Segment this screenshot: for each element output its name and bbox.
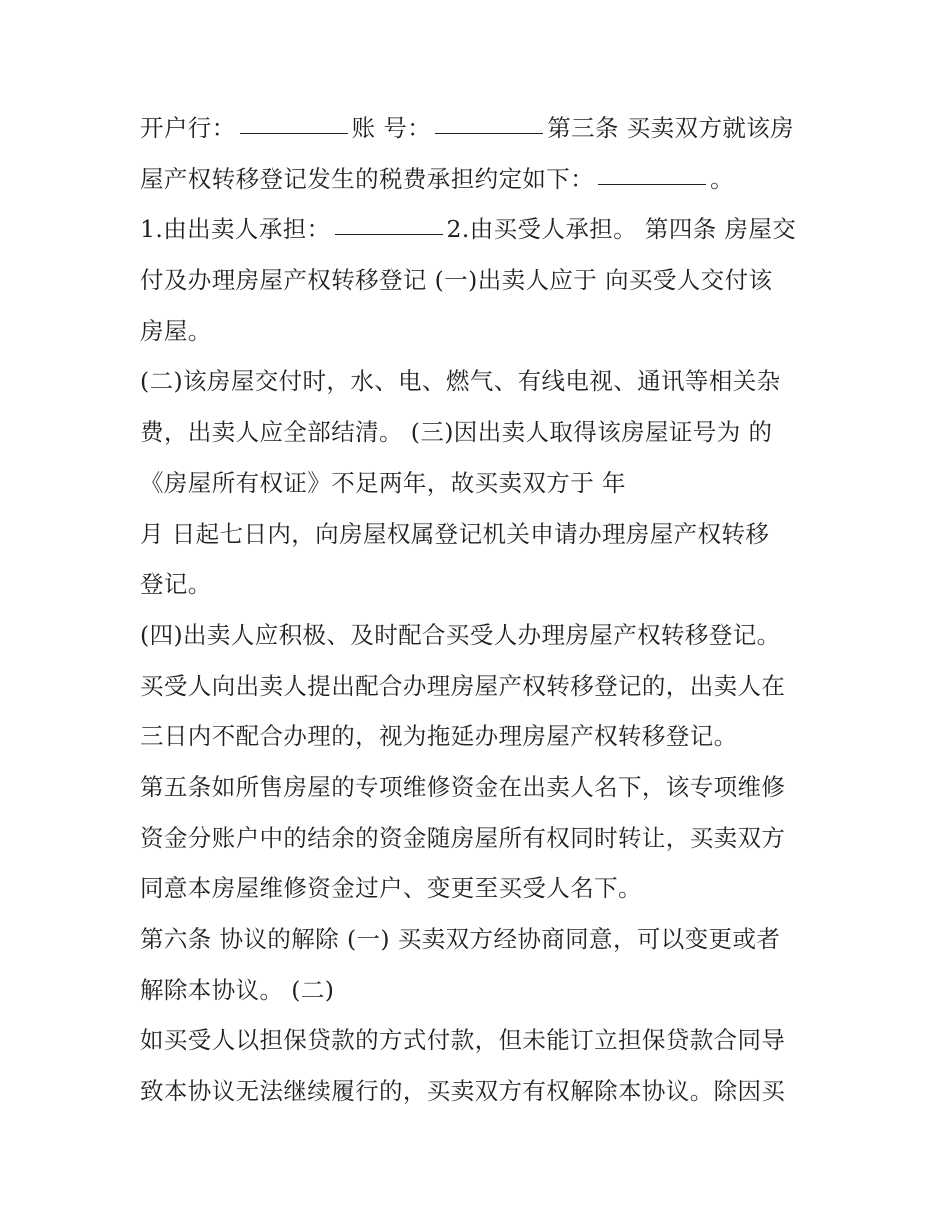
text-line (140, 762, 820, 813)
text-segment: 买受人向出卖人提出配合办理房屋产权转移登记的，出卖人在 (140, 671, 786, 700)
text-line (140, 1066, 820, 1117)
text-segment: 三日内不配合办理的，视为拖延办理房屋产权转移登记。 (140, 722, 738, 751)
text-line (140, 103, 820, 154)
text-segment: 账 号： (351, 114, 432, 142)
text-segment: 屋产权转移登记发生的税费承担约定如下： (140, 164, 595, 193)
text-segment: 资金分账户中的结余的资金随房屋所有权同时转让，买卖双方 (140, 823, 786, 852)
text-segment: 解除本协议。 (二) (140, 975, 335, 1004)
text-segment: 第三条 买卖双方就该房 (547, 114, 795, 142)
text-line (140, 509, 820, 560)
text-segment: 致本协议无法继续履行的，买卖双方有权解除本协议。除因买 (140, 1077, 786, 1106)
text-line (140, 863, 820, 914)
text-segment: (四)出卖人应积极、及时配合买受人办理房屋产权转移登记。 (140, 620, 781, 649)
text-line (140, 610, 820, 661)
text-line (140, 661, 820, 712)
fill-in-blank (435, 131, 543, 134)
fill-in-blank (598, 182, 706, 185)
text-line (140, 711, 820, 762)
text-line (140, 914, 820, 965)
text-line (140, 813, 820, 864)
text-line (140, 559, 820, 610)
text-segment: 开户行： (140, 114, 236, 142)
text-line (140, 1015, 820, 1066)
text-segment: 费，出卖人应全部结清。 (三)因出卖人取得该房屋证号为 的 (140, 418, 773, 447)
text-segment: 《房屋所有权证》不足两年，故买卖双方于 年 (140, 468, 626, 497)
fill-in-blank (240, 131, 348, 134)
text-segment: (二)该房屋交付时，水、电、燃气、有线电视、通讯等相关杂 (140, 367, 781, 396)
text-segment: 登记。 (140, 570, 212, 599)
text-line (140, 306, 820, 357)
text-line (140, 407, 820, 458)
text-segment: 房屋。 (140, 316, 212, 345)
text-segment: 第六条 协议的解除 (一) 买卖双方经协商同意，可以变更或者 (140, 925, 781, 953)
text-line (140, 965, 820, 1016)
text-line (140, 458, 820, 509)
text-line (140, 154, 820, 205)
fill-in-blank (335, 232, 443, 235)
text-segment: 第五条如所售房屋的专项维修资金在出卖人名下，该专项维修 (140, 772, 786, 801)
document-body (140, 103, 820, 1117)
text-line (140, 204, 820, 255)
text-line (140, 255, 820, 306)
text-segment: 2.由买受人承担。 第四条 房屋交 (446, 215, 797, 244)
text-segment: 同意本房屋维修资金过户、变更至买受人名下。 (140, 874, 642, 903)
text-segment: 1.由出卖人承担： (140, 215, 331, 244)
text-line (140, 356, 820, 407)
text-segment: 付及办理房屋产权转移登记 (一)出卖人应于 向买受人交付该 (140, 266, 773, 295)
text-segment: 。 (710, 164, 735, 193)
text-segment: 月 日起七日内，向房屋权属登记机关申请办理房屋产权转移 (140, 519, 770, 548)
text-segment: 如买受人以担保贷款的方式付款，但未能订立担保贷款合同导 (140, 1026, 786, 1055)
